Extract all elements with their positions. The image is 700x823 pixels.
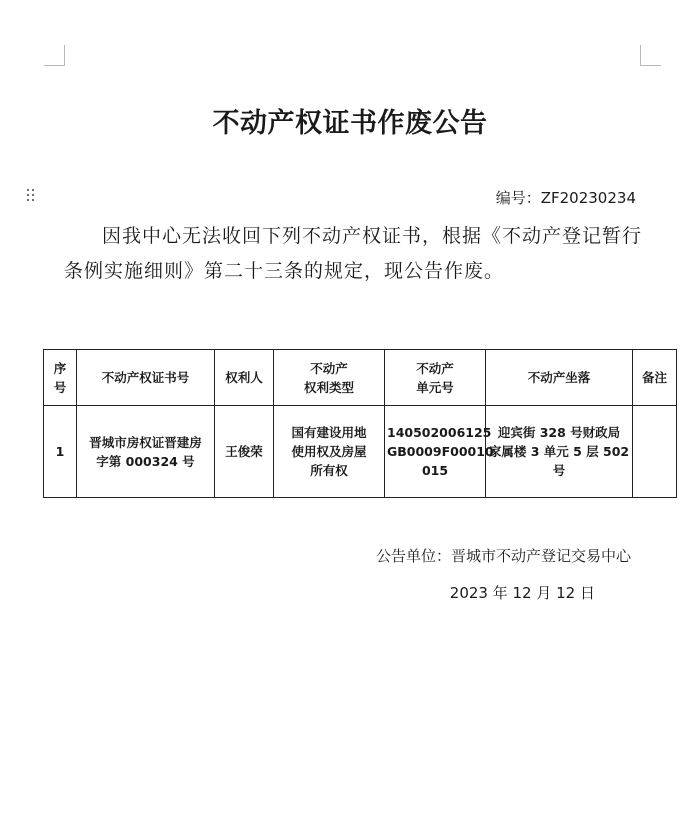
notice-title: 不动产权证书作废公告 [212,108,488,139]
voided-certificates-table [43,349,677,498]
cell-seq: 1 [44,406,77,498]
cell-remark [633,406,677,498]
notice-body: 因我中心无法收回下列不动产权证书，根据《不动产登记暂行条例实施细则》第二十三条的规定，现公告作废。 [64,225,643,282]
header-location: 不动产坐落 [486,350,633,406]
document-number-label: 编号： [495,189,541,207]
header-owner: 权利人 [215,350,274,406]
page-corner-mark-top-left [44,45,65,66]
page-corner-mark-top-right [640,45,661,66]
notice-date: 2023 年 12 月 12 日 [449,584,595,602]
header-seq: 序 号 [44,350,77,406]
header-right-type: 不动产 权利类型 [274,350,385,406]
header-unit-no: 不动产 单元号 [385,350,486,406]
table-header-row [44,350,677,406]
cell-cert-no: 晋城市房权证晋建房 字第 000324 号 [77,406,215,498]
cell-unit-no: 140502006125 GB0009F00010 015 [385,406,486,498]
drag-handle-icon[interactable] [26,189,36,205]
cell-right-type: 国有建设用地 使用权及房屋 所有权 [274,406,385,498]
issuing-unit-value: 晋城市不动产登记交易中心 [450,547,631,565]
header-cert-no: 不动产权证书号 [77,350,215,406]
cell-location: 迎宾街 328 号财政局 家属楼 3 单元 5 层 502 号 [486,406,633,498]
cell-owner: 王俊荣 [215,406,274,498]
document-number [496,187,636,208]
issuing-unit [376,545,631,566]
document-number-value: ZF20230234 [540,189,636,207]
issuing-unit-label: 公告单位： [375,547,451,565]
table-row [44,406,677,498]
header-remark: 备注 [633,350,677,406]
